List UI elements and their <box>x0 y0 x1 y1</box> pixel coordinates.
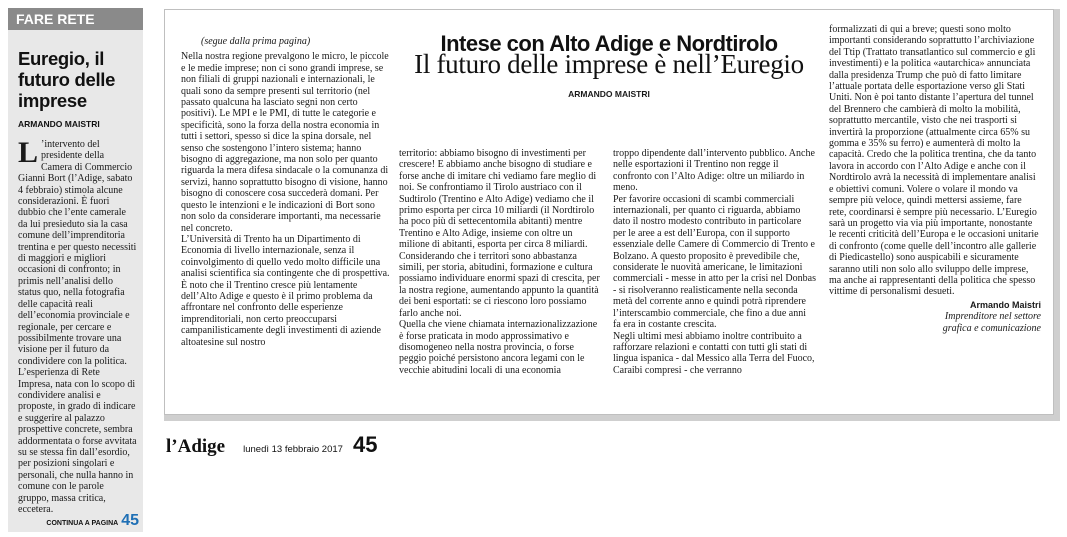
sidebar-paragraph <box>18 136 137 367</box>
article-paragraph: Nella nostra regione prevalgono le micro, le piccole e le medie imprese; non ci sono grandi imprese, se non filiali di gruppi nazionali e internazionali, le quali sono da sempre presenti sul territorio (nel passato qualcuna ha lasciato segni non certo positivi). Le MPI e le PMI, di tutte le categorie e specificità, sono la forza della nostra economia in tutti i settori, spesso si dice la spina dorsale, nel senso che sostengono l’intero sistema; hanno bisogno di aggregazione, ma non solo per quanto riguarda la mera difesa sindacale o la comunanza di servizi, hanno soprattutto bisogno di visione, hanno bisogno di conoscere cosa succederà domani. Per questo le intenzioni e le indicazioni di Bort sono non solo da considerare importanti, ma necessarie nel concreto. <box>181 51 389 234</box>
sidebar-title: Euregio, il futuro delle imprese <box>18 48 116 111</box>
signature <box>829 300 1041 334</box>
page-footer <box>166 432 377 458</box>
drop-cap: L <box>18 136 39 169</box>
sidebar-paragraph: L’esperienza di Rete Impresa, nata con lo scopo di condividere analisi e proposte, in grado di indicare e suggerire al palazzo prospettive concrete, sembra addormentata o forse avvitata su se stessa fin dall’esordio, per posizioni singolari e personali, che nulla hanno in comune con le parole gruppo, massa critica, eccetera. <box>18 367 137 515</box>
sidebar-column <box>8 8 143 532</box>
kicker: Intese con Alto Adige e Nordtirolo <box>440 31 778 56</box>
sidebar-body <box>18 136 137 515</box>
article-column-1 <box>181 24 390 406</box>
signature-name: Armando Maistri <box>969 299 1041 310</box>
signature-role-2: grafica e comunicazione <box>942 322 1041 334</box>
sidebar-paragraph-text: ’intervento del presidente della Camera di Commercio Gianni Bort (l’Adige, sabato 4 febbraio) stimola alcune considerazioni. È fuori dubbio che l’ente camerale da lui presieduto sia la casa comune dell’imprenditoria trentina e per questo necessiti di maggiori e migliori occasioni di confronto; in primis nell’analisi dello status quo, nella fotografia delle capacità reali dell’economia provinciale e regionale, per cercare e possibilmente trovare una visione per il futuro da condividere con la politica. <box>18 139 137 367</box>
continued-note: (segue dalla prima pagina) <box>201 36 311 47</box>
article-paragraph: Negli ultimi mesi abbiamo inoltre contribuito a rafforzare relazioni e contatti con tutti gli stati di lingua ispanica - dal Messico alla Terra del Fuoco, Caraibi compresi - che verranno <box>613 330 815 376</box>
article-panel <box>164 9 1054 415</box>
continue-link[interactable] <box>46 512 139 530</box>
page-number: 45 <box>352 432 378 457</box>
article-paragraph: Quella che viene chiamata internazionalizzazione è forse praticata in modo approssimativo e disomogeneo nella nostra provincia, o forse peggio poiché persistono ancora legami con le vecchie abitudini locali di una economia <box>399 319 598 376</box>
section-banner: FARE RETE <box>8 8 143 30</box>
headline: Il futuro delle imprese è nell’Euregio <box>414 49 804 80</box>
article-column-4 <box>829 24 1041 406</box>
sidebar-author: ARMANDO MAISTRI <box>18 119 100 129</box>
article-paragraph: territorio: abbiamo bisogno di investimenti per crescere! E abbiamo anche bisogno di studiare e forse anche di imitare chi vediamo fare meglio di noi. Se confrontiamo il Tirolo austriaco con il Sudtirolo (Trentino e Alto Adige) vediamo che il primo esporta per circa 10 miliardi (il Nordtirolo ha poco più di settecentomila abitanti) mentre Trentino e Alto Adige, insieme con oltre un milione di abitanti, esporta per circa 8 miliardi. Considerando che i territori sono abbastanza simili, per storia, abitudini, formazione e cultura possiamo individuare enormi spazi di crescita, per la nostra regione, aumentando appunto la quantità dei beni esportati: se ci riescono loro possiamo farlo anche noi. <box>399 148 600 319</box>
article-column-3 <box>613 148 816 406</box>
signature-role-1: Imprenditore nel settore <box>944 311 1041 323</box>
article-paragraph: Per favorire occasioni di scambi commerciali internazionali, per quanto ci riguarda, abbiamo dato il nostro modesto contributo in particolare per le aree a est dell’Europa, con il supporto essenziale delle Camere di Commercio di Trento e Bolzano. A questo proposito è prevedibile che, considerate le nuovità americane, le limitazioni commerciali - messe in atto per la crisi nel Donbas - si risolveranno realisticamente nella seconda metà del corrente anno e quindi potrà riprendere l’interscambio commerciale, che fino a due anni fa era in costante crescita. <box>613 193 816 331</box>
article-author: ARMANDO MAISTRI <box>568 88 650 99</box>
article-paragraph: formalizzati di qui a breve; questi sono molto importanti considerando soprattutto l’archiviazione del Ttip (Trattato transatlantico sul commercio e gli investimenti) e la politica «autarchica» annunciata dalla presidenza Trump che può di fatto limitare l’attuale portata delle esportazione verso gli Stati Uniti. Non è poi tanto distante l’apertura del tunnel del Brennero che cambierà di molto la mobilità, soprattutto mercantile, visto che nei trasporti si invertirà la proporzione (attualmente circa 65% su gomma e 35% su ferro) e aumenterà di molto la capacità. Credo che la politica trentina, che da tanto lavora in accordo con l’Alto Adige e anche con il Nordtirolo avrà la necessità di implementare analisi e obiettivi comuni. Volere o volare il mondo va sempre più veloce, quindi mettersi assieme, fare rete, coordinarsi è sempre più necessario. L’Euregio sarà un progetto via via più importante, nonostante le recenti criticità dell’Europa e le occasioni unitarie di confronto (come quelle dell’incontro alle gallerie di Piedicastello) sono auspicabili e sicuramente saranno utili non solo allo sviluppo delle imprese, ma anche ai rappresentanti della politica che spesso vittime di personalismi desueti. <box>829 24 1039 298</box>
continue-page-number: 45 <box>121 512 139 529</box>
article-paragraph: L’Università di Trento ha un Dipartimento di Economia di livello internazionale, senza il coinvolgimento di quello vedo molto difficile una analisi scientifica sia contingente che di prospettiva. È noto che il Trentino cresce più lentamente dell’Alto Adige e questo è il primo problema da affrontare nel confronto delle esperienze imprenditoriali, non certo preoccuparsi campanilisticamente degli investimenti di aziende altoatesine sul nostro <box>181 233 390 348</box>
newspaper-masthead: l’Adige <box>166 436 226 457</box>
article-column-2 <box>399 148 602 406</box>
issue-date: lunedì 13 febbraio 2017 <box>243 444 343 455</box>
continue-label: CONTINUA A PAGINA <box>46 520 119 527</box>
article-paragraph: troppo dipendente dall’intervento pubblico. Anche nelle esportazioni il Trentino non regge il confronto con l’Alto Adige: oltre un miliardo in meno. <box>613 148 815 194</box>
headline-block <box>399 24 819 100</box>
article-page <box>181 24 1043 406</box>
